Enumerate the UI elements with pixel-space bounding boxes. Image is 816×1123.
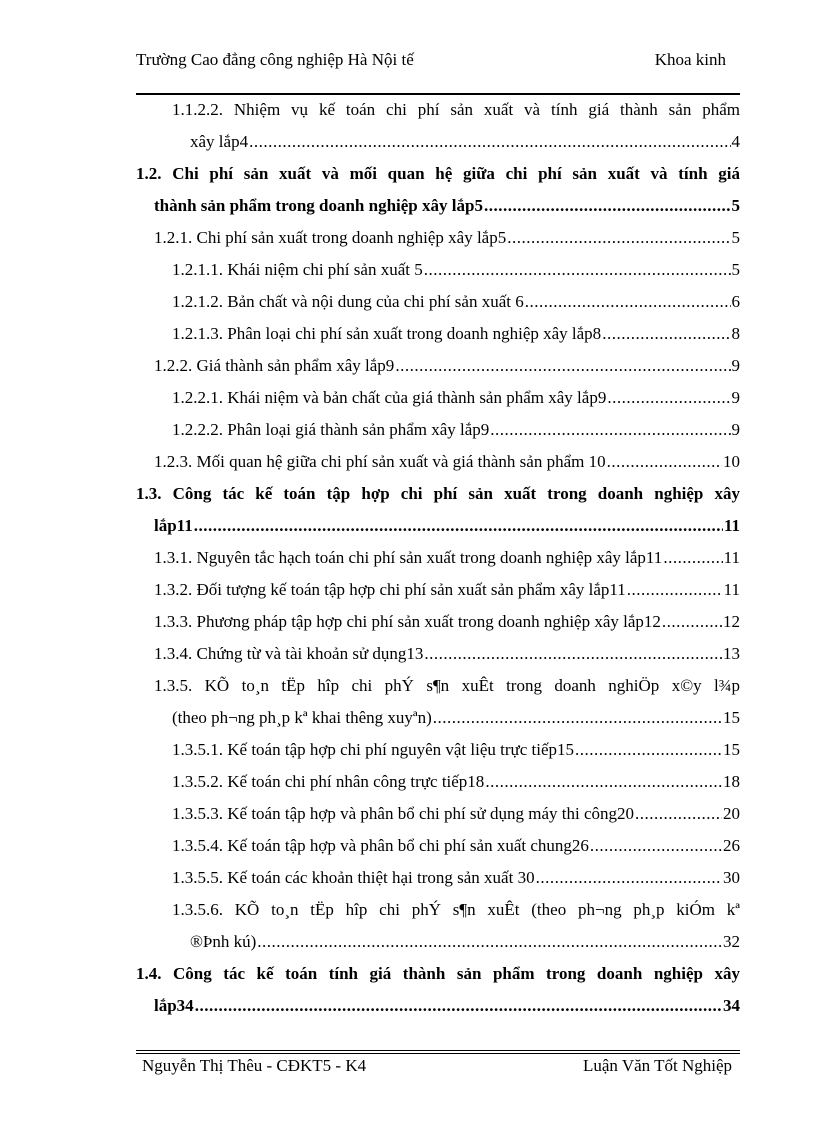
toc-page-number: 15	[723, 740, 740, 759]
toc-entry[interactable]	[136, 798, 740, 830]
toc-dot-leader	[590, 830, 722, 862]
toc-entry-title: thành sản phẩm trong doanh nghiệp xây lắp5	[154, 196, 483, 215]
toc-dot-leader	[424, 254, 731, 286]
toc-entry-title: 1.2.2.2. Phân loại giá thành sản phẩm xây lắp9	[172, 420, 490, 439]
toc-entry-title: ®Þnh kú)	[190, 932, 257, 951]
toc-page-number: 15	[723, 708, 740, 727]
toc-page-number: 4	[731, 132, 740, 151]
footer-document-type: Luận Văn Tốt Nghiệp	[582, 1056, 732, 1075]
toc-entry[interactable]	[136, 638, 740, 670]
toc-page-number: 32	[723, 932, 740, 951]
toc-page-number: 5	[731, 228, 740, 247]
toc-entry-title: 1.2.1.2. Bản chất và nội dung của chi phí sản xuất 6	[172, 292, 524, 311]
toc-entry-text-line: 1.3.5. KÕ to¸n tËp hîp chi phÝ s¶n xuÊt trong doanh nghiÖp x©y l¾p	[154, 676, 740, 695]
toc-entry[interactable]	[136, 830, 740, 862]
toc-entry[interactable]	[136, 446, 740, 478]
toc-dot-leader	[424, 638, 722, 670]
toc-page-number: 34	[723, 996, 740, 1015]
toc-entry-title: 1.2.1.3. Phân loại chi phí sản xuất trong doanh nghiệp xây lắp8	[172, 324, 602, 343]
page-header	[136, 50, 740, 94]
toc-page-number: 18	[723, 772, 740, 791]
toc-dot-leader	[257, 926, 722, 958]
toc-page-number: 11	[723, 516, 740, 535]
toc-entry-title: 1.3.5.5. Kế toán các khoản thiệt hại trong sản xuất 30	[172, 868, 535, 887]
footer-rule-bottom	[136, 1053, 740, 1054]
toc-entry-text-line: 1.2. Chi phí sản xuất và mối quan hệ giữa chi phí sản xuất và tính giá	[136, 164, 740, 183]
toc-dot-leader	[536, 862, 722, 894]
toc-entry[interactable]	[136, 958, 740, 1022]
toc-dot-leader	[433, 702, 722, 734]
toc-dot-leader	[635, 798, 722, 830]
toc-page-number: 10	[723, 452, 740, 471]
toc-dot-leader	[249, 126, 730, 158]
toc-entry[interactable]	[136, 574, 740, 606]
toc-page-number: 9	[731, 388, 740, 407]
toc-dot-leader	[662, 606, 722, 638]
toc-page-number: 5	[731, 196, 740, 215]
toc-dot-leader	[663, 542, 722, 574]
toc-dot-leader	[607, 446, 722, 478]
toc-entry-title: 1.3.3. Phương pháp tập hợp chi phí sản xuất trong doanh nghiệp xây lắp12	[154, 612, 661, 631]
toc-dot-leader	[575, 734, 722, 766]
table-of-contents	[136, 94, 740, 1022]
toc-entry-title: 1.3.5.2. Kế toán chi phí nhân công trực tiếp18	[172, 772, 485, 791]
toc-page-number: 11	[723, 548, 740, 567]
toc-page-number: 9	[731, 356, 740, 375]
toc-dot-leader	[195, 990, 722, 1022]
footer-rule-top	[136, 1050, 740, 1051]
toc-dot-leader	[490, 414, 730, 446]
toc-entry[interactable]	[136, 414, 740, 446]
toc-page-number: 12	[723, 612, 740, 631]
toc-entry[interactable]	[136, 894, 740, 958]
toc-entry[interactable]	[136, 606, 740, 638]
toc-entry-title: 1.3.2. Đối tượng kế toán tập hợp chi phí sản xuất sản phẩm xây lắp11	[154, 580, 626, 599]
toc-dot-leader	[484, 190, 731, 222]
toc-entry-text-line: 1.3.5.6. KÕ to¸n tËp hîp chi phÝ s¶n xuÊt (theo ph¬ng ph¸p kiÓm kª	[172, 900, 740, 919]
toc-page-number: 9	[731, 420, 740, 439]
toc-entry[interactable]	[136, 766, 740, 798]
toc-entry-title: 1.3.5.3. Kế toán tập hợp và phân bổ chi phí sử dụng máy thi công20	[172, 804, 635, 823]
toc-entry-title: 1.2.3. Mối quan hệ giữa chi phí sản xuất và giá thành sản phẩm 10	[154, 452, 606, 471]
toc-page-number: 26	[723, 836, 740, 855]
toc-entry-title: 1.3.5.4. Kế toán tập hợp và phân bổ chi phí sản xuất chung26	[172, 836, 589, 855]
toc-entry[interactable]	[136, 734, 740, 766]
toc-entry-text-line: 1.1.2.2. Nhiệm vụ kế toán chi phí sản xuất và tính giá thành sản phẩm	[172, 100, 740, 119]
toc-entry[interactable]	[136, 158, 740, 222]
toc-entry[interactable]	[136, 254, 740, 286]
toc-entry[interactable]	[136, 478, 740, 542]
header-school-name: Trường Cao đẳng công nghiệp Hà Nội tế	[136, 50, 414, 69]
toc-entry-title: 1.3.4. Chứng từ và tài khoản sử dụng13	[154, 644, 424, 663]
toc-entry[interactable]	[136, 862, 740, 894]
toc-entry-title: 1.2.2.1. Khái niệm và bản chất của giá thành sản phẩm xây lắp9	[172, 388, 607, 407]
toc-entry-text-line: 1.3. Công tác kế toán tập hợp chi phí sản xuất trong doanh nghiệp xây	[136, 484, 740, 503]
toc-entry-title: 1.3.5.1. Kế toán tập hợp chi phí nguyên vật liệu trực tiếp15	[172, 740, 575, 759]
toc-entry-title: 1.2.1.1. Khái niệm chi phí sản xuất 5	[172, 260, 423, 279]
toc-entry-title: lắp34	[154, 996, 194, 1015]
toc-entry[interactable]	[136, 542, 740, 574]
toc-entry-text-line: 1.4. Công tác kế toán tính giá thành sản phẩm trong doanh nghiệp xây	[136, 964, 740, 983]
toc-page-number: 20	[723, 804, 740, 823]
toc-entry-title: 1.2.1. Chi phí sản xuất trong doanh nghiệp xây lắp5	[154, 228, 507, 247]
toc-entry[interactable]	[136, 94, 740, 158]
toc-dot-leader	[485, 766, 722, 798]
footer-author: Nguyễn Thị Thêu - CĐKT5 - K4	[142, 1056, 367, 1075]
toc-entry-title: (theo ph¬ng ph¸p kª khai thêng xuyªn)	[172, 708, 432, 727]
toc-page-number: 8	[731, 324, 740, 343]
toc-dot-leader	[607, 382, 730, 414]
toc-dot-leader	[194, 510, 723, 542]
toc-page-number: 6	[731, 292, 740, 311]
header-faculty-name: Khoa kinh	[654, 50, 726, 69]
toc-entry[interactable]	[136, 222, 740, 254]
toc-page-number: 5	[731, 260, 740, 279]
toc-dot-leader	[395, 350, 730, 382]
toc-entry-title: 1.2.2. Giá thành sản phẩm xây lắp9	[154, 356, 395, 375]
toc-dot-leader	[525, 286, 731, 318]
toc-page-number: 30	[723, 868, 740, 887]
toc-entry[interactable]	[136, 286, 740, 318]
toc-entry-title: lắp11	[154, 516, 193, 535]
toc-dot-leader	[602, 318, 730, 350]
toc-dot-leader	[507, 222, 730, 254]
toc-entry-title: 1.3.1. Nguyên tắc hạch toán chi phí sản xuất trong doanh nghiệp xây lắp11	[154, 548, 663, 567]
toc-entry[interactable]	[136, 670, 740, 734]
toc-page-number: 13	[723, 644, 740, 663]
toc-page-number: 11	[723, 580, 740, 599]
toc-entry[interactable]	[136, 382, 740, 414]
toc-dot-leader	[627, 574, 723, 606]
toc-entry[interactable]	[136, 350, 740, 382]
toc-entry[interactable]	[136, 318, 740, 350]
toc-entry-title: xây lắp4	[190, 132, 249, 151]
